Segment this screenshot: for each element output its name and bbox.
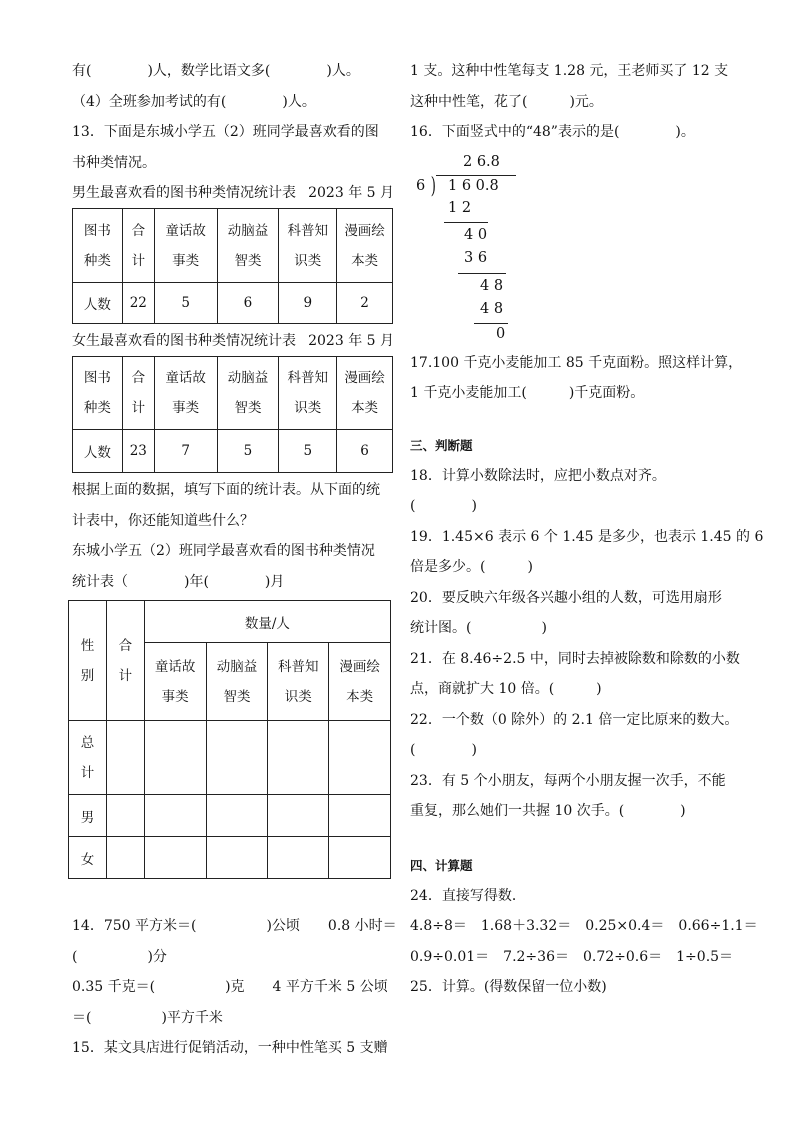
q15-line-1: 15．某文具店进行促销活动，一种中性笔买 5 支赠: [72, 1040, 388, 1056]
remainder: 0: [496, 325, 506, 342]
long-division: [410, 148, 740, 344]
division-bar: [436, 175, 516, 176]
q12-line-2: （4）全班参加考试的有( )人。: [72, 93, 316, 110]
girls-table: [72, 356, 393, 473]
empty-cell[interactable]: [329, 837, 391, 879]
header-cell: 科普知 识类: [279, 209, 337, 283]
total-header: 合 计: [106, 601, 144, 721]
step-line: [444, 222, 488, 223]
table-row: [73, 283, 393, 324]
header-cell: 童话故 事类: [144, 643, 206, 721]
q14-line-4: ＝( )平方千米: [72, 1009, 223, 1026]
q19-line-2: 倍是多少。( ): [410, 559, 533, 575]
girls-table-caption: [72, 326, 394, 356]
header-cell: 合 计: [122, 357, 154, 430]
table-cell: 5: [279, 430, 337, 473]
step-2: 4 0: [464, 226, 488, 243]
q13-task-line-2: 计表中，你还能知道些什么？: [72, 512, 254, 529]
row-label: 人数: [73, 430, 123, 473]
q20-line-2: 统计图。( ): [410, 620, 547, 636]
q24-row-2: 0.9÷0.01＝ 7.2÷36＝ 0.72÷0.6＝ 1÷0.5＝: [410, 948, 734, 965]
boys-table-caption: [72, 178, 394, 208]
header-cell: 科普知 识类: [268, 643, 329, 721]
combined-table: [68, 600, 391, 879]
q12-line-1: 有( )人，数学比语文多( )人。: [72, 63, 360, 79]
boys-table-title: 男生最喜欢看的图书种类情况统计表: [72, 185, 296, 201]
step-line: [458, 273, 506, 274]
q21-line-1: 21．在 8.46÷2.5 中，同时去掉被除数和除数的小数: [410, 650, 740, 667]
q13-line-1: 13．下面是东城小学五（2）班同学最喜欢看的图: [72, 124, 379, 140]
row-label: 人数: [73, 283, 123, 324]
q15-line-2: 1 支。这种中性笔每支 1.28 元，王老师买了 12 支: [410, 63, 729, 79]
q14-line-1: 14．750 平方米＝( )公顷 0.8 小时＝: [72, 918, 397, 934]
q15-line-3: 这种中性笔，花了( )元。: [410, 93, 603, 110]
q22-line-1: 22．一个数（0 除外）的 2.1 倍一定比原来的数大。: [410, 711, 739, 728]
empty-cell[interactable]: [144, 837, 206, 879]
table-cell: 23: [122, 430, 154, 473]
empty-cell[interactable]: [268, 837, 329, 879]
quotient: 2 6.8: [463, 153, 500, 170]
table-cell: 5: [217, 430, 279, 473]
boys-table: [72, 208, 393, 324]
quantity-header: 数量/人: [144, 601, 390, 643]
step-3: 3 6: [464, 249, 488, 266]
q18-line-1: 18．计算小数除法时，应把小数点对齐。: [410, 467, 666, 484]
row-label: 总 计: [69, 721, 107, 795]
table-cell: 9: [279, 283, 337, 324]
q18-line-2: ( ): [410, 498, 477, 514]
q17-line-1: 17.100 千克小麦能加工 85 千克面粉。照这样计算，: [410, 354, 743, 371]
empty-cell[interactable]: [206, 795, 268, 837]
q24: 24．直接写得数．: [410, 887, 526, 904]
girls-table-title: 女生最喜欢看的图书种类情况统计表: [72, 333, 296, 349]
empty-cell[interactable]: [106, 721, 144, 795]
q23-line-1: 23．有 5 个小朋友，每两个小朋友握一次手，不能: [410, 772, 726, 789]
empty-cell[interactable]: [268, 721, 329, 795]
table-cell: 6: [217, 283, 279, 324]
combined-table-title-1: 东城小学五（2）班同学最喜欢看的图书种类情况: [72, 543, 375, 559]
step-5: 4 8: [480, 300, 504, 317]
step-1: 1 2: [448, 199, 472, 216]
combined-table-title-2: 统计表（ )年( )月: [72, 573, 285, 590]
table-cell: 22: [122, 283, 154, 324]
right-column: [410, 56, 764, 1003]
table-cell: 7: [154, 430, 217, 473]
header-cell: 动脑益 智类: [206, 643, 268, 721]
header-cell: 合 计: [122, 209, 154, 283]
girls-table-header: [73, 357, 393, 430]
empty-cell[interactable]: [144, 721, 206, 795]
table-cell: 5: [154, 283, 217, 324]
divisor: 6: [416, 177, 426, 194]
empty-cell[interactable]: [144, 795, 206, 837]
table-row: [69, 837, 391, 879]
table-cell: 2: [337, 283, 393, 324]
q13-task-line-1: 根据上面的数据，填写下面的统计表。从下面的统: [72, 482, 380, 498]
q14-line-3: 0.35 千克＝( )克 4 平方千米 5 公顷: [72, 979, 388, 995]
q13-line-2: 书种类情况。: [72, 154, 156, 171]
header-cell: 动脑益 智类: [217, 357, 279, 430]
header-cell: 漫画绘 本类: [329, 643, 391, 721]
q21-line-2: 点，商就扩大 10 倍。( ): [410, 681, 602, 697]
left-column: [72, 56, 397, 1064]
header-cell: 漫画绘 本类: [337, 357, 393, 430]
q23-line-2: 重复，那么她们一共握 10 次手。( ): [410, 803, 686, 819]
step-4: 4 8: [480, 277, 504, 294]
dividend: 1 6 0.8: [448, 177, 499, 194]
q22-line-2: ( ): [410, 742, 477, 758]
row-label: 男: [69, 795, 107, 837]
division-bracket: ): [430, 173, 436, 199]
q17-line-2: 1 千克小麦能加工( )千克面粉。: [410, 385, 645, 401]
empty-cell[interactable]: [329, 721, 391, 795]
header-cell: 图书 种类: [73, 357, 123, 430]
table-row: [69, 795, 391, 837]
section-4-heading: 四、计算题: [410, 857, 473, 873]
q20-line-1: 20．要反映六年级各兴趣小组的人数，可选用扇形: [410, 589, 722, 606]
empty-cell[interactable]: [329, 795, 391, 837]
table-row: [69, 721, 391, 795]
step-line: [474, 323, 508, 324]
q14-line-2: ( )分: [72, 948, 167, 965]
girls-table-date: 2023 年 5 月: [308, 333, 394, 349]
boys-table-date: 2023 年 5 月: [308, 185, 394, 201]
table-cell: 6: [337, 430, 393, 473]
q16: 16．下面竖式中的“48”表示的是( )。: [410, 124, 695, 140]
empty-cell[interactable]: [206, 837, 268, 879]
q19-line-1: 19．1.45×6 表示 6 个 1.45 是多少，也表示 1.45 的 6: [410, 528, 764, 545]
header-cell: 科普知 识类: [279, 357, 337, 430]
row-label: 女: [69, 837, 107, 879]
table-row: [73, 430, 393, 473]
q25: 25．计算。(得数保留一位小数): [410, 979, 607, 995]
empty-cell[interactable]: [206, 721, 268, 795]
gender-header: 性 别: [69, 601, 107, 721]
header-cell: 童话故 事类: [154, 209, 217, 283]
header-cell: 童话故 事类: [154, 357, 217, 430]
section-3-heading: 三、判断题: [410, 437, 473, 453]
boys-table-header: [73, 209, 393, 283]
empty-cell[interactable]: [106, 837, 144, 879]
header-cell: 漫画绘 本类: [337, 209, 393, 283]
header-cell: 动脑益 智类: [217, 209, 279, 283]
q24-row-1: 4.8÷8＝ 1.68＋3.32＝ 0.25×0.4＝ 0.66÷1.1＝: [410, 918, 758, 934]
empty-cell[interactable]: [106, 795, 144, 837]
header-cell: 图书 种类: [73, 209, 123, 283]
empty-cell[interactable]: [268, 795, 329, 837]
